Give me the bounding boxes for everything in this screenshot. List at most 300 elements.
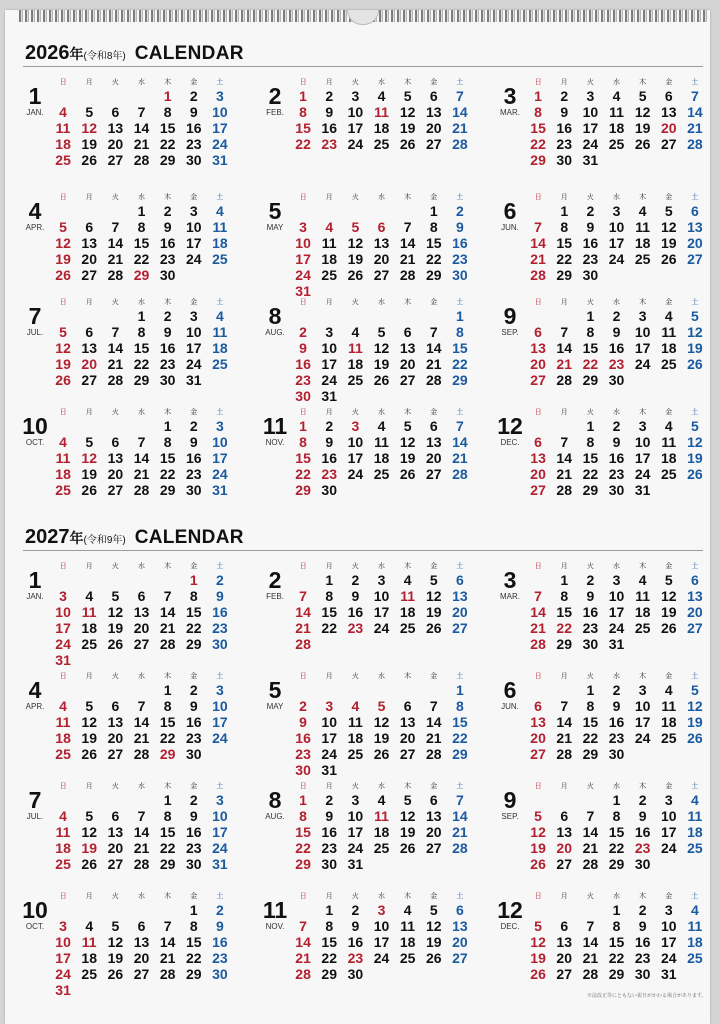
day-cell: 7 <box>560 324 569 340</box>
weekday-header: 水 <box>137 893 145 900</box>
day-cell: 10 <box>212 808 228 824</box>
day-cell: 28 <box>452 466 468 482</box>
month-number: 10 <box>22 897 48 923</box>
day-cell: 19 <box>687 340 703 356</box>
empty-cell <box>102 203 128 219</box>
day-cell: 21 <box>687 120 703 136</box>
day-cell: 10 <box>321 340 337 356</box>
weekday-header: 月 <box>560 563 568 570</box>
day-cell: 11 <box>55 450 71 466</box>
weekday-header: 月 <box>560 673 568 680</box>
day-cell: 20 <box>81 356 97 372</box>
day-cell: 17 <box>321 356 337 372</box>
day-cell: 17 <box>55 620 71 636</box>
day-grid <box>290 892 473 982</box>
weekday-header: 木 <box>164 79 172 86</box>
empty-cell <box>128 682 154 698</box>
day-cell: 7 <box>163 588 172 604</box>
empty-cell <box>368 308 394 324</box>
day-cell: 31 <box>55 652 71 668</box>
weekday-header: 月 <box>85 893 93 900</box>
day-cell: 26 <box>425 620 442 636</box>
day-cell: 8 <box>137 324 146 340</box>
day-cell: 15 <box>452 340 468 356</box>
empty-cell <box>577 792 603 808</box>
day-cell: 3 <box>59 918 67 934</box>
day-cell: 11 <box>687 808 703 824</box>
day-cell: 16 <box>347 604 364 620</box>
day-cell: 1 <box>163 682 172 698</box>
month-block <box>258 562 486 686</box>
day-grid <box>525 562 708 652</box>
day-cell: 17 <box>582 120 599 136</box>
empty-cell <box>50 308 76 324</box>
weekday-header: 金 <box>665 673 673 680</box>
day-cell: 4 <box>85 918 94 934</box>
month-name: SEP. <box>501 328 519 337</box>
day-cell: 10 <box>55 934 71 950</box>
day-cell: 5 <box>691 308 699 324</box>
weekday-header: 金 <box>430 79 438 86</box>
day-cell: 31 <box>608 636 625 652</box>
day-cell: 5 <box>351 219 360 235</box>
day-cell: 19 <box>81 466 97 482</box>
day-cell: 15 <box>185 934 202 950</box>
day-cell: 30 <box>185 746 202 762</box>
day-cell: 1 <box>137 203 146 219</box>
day-cell: 26 <box>55 267 71 283</box>
day-cell: 16 <box>159 235 176 251</box>
day-cell: 24 <box>321 746 337 762</box>
day-cell: 8 <box>586 434 595 450</box>
day-cell: 17 <box>660 824 677 840</box>
day-cell: 27 <box>452 620 468 636</box>
day-cell: 27 <box>452 950 468 966</box>
day-cell: 25 <box>373 840 390 856</box>
weekday-header: 水 <box>612 194 620 201</box>
weekday-header: 金 <box>430 893 438 900</box>
day-cell: 24 <box>55 636 71 652</box>
day-cell: 23 <box>347 950 364 966</box>
day-cell: 26 <box>81 856 97 872</box>
day-cell: 8 <box>299 808 307 824</box>
day-cell: 3 <box>189 308 198 324</box>
day-cell: 9 <box>299 714 307 730</box>
empty-cell <box>551 682 577 698</box>
weekday-header: 日 <box>534 783 542 790</box>
day-cell: 26 <box>399 136 416 152</box>
day-cell: 9 <box>586 588 595 604</box>
day-cell: 4 <box>59 808 67 824</box>
day-cell: 8 <box>163 104 172 120</box>
day-cell: 11 <box>609 104 624 120</box>
day-cell: 11 <box>400 918 416 934</box>
empty-cell <box>76 682 102 698</box>
day-cell: 2 <box>216 572 224 588</box>
day-cell: 5 <box>664 572 673 588</box>
hanger-hook <box>347 10 379 25</box>
empty-cell <box>155 902 181 918</box>
month-name: JAN. <box>26 592 44 601</box>
weekday-header: 火 <box>351 409 359 416</box>
weekday-header: 日 <box>299 893 307 900</box>
day-cell: 1 <box>534 88 542 104</box>
day-cell: 11 <box>635 219 651 235</box>
day-cell: 19 <box>530 950 546 966</box>
empty-cell <box>316 308 342 324</box>
day-cell: 15 <box>321 604 337 620</box>
weekday-header: 日 <box>59 673 67 680</box>
weekday-header: 木 <box>164 893 172 900</box>
weekday-header: 日 <box>299 194 307 201</box>
weekday-header: 水 <box>612 299 620 306</box>
day-cell: 29 <box>556 636 572 652</box>
month-name: MAY <box>266 223 284 232</box>
day-grid <box>50 298 233 388</box>
day-cell: 16 <box>185 120 202 136</box>
weekday-header: 木 <box>164 299 172 306</box>
day-cell: 9 <box>325 434 334 450</box>
day-cell: 1 <box>325 572 334 588</box>
day-cell: 18 <box>55 466 71 482</box>
weekday-header: 日 <box>534 893 542 900</box>
day-cell: 28 <box>133 482 150 498</box>
day-cell: 5 <box>377 324 386 340</box>
day-cell: 27 <box>530 482 546 498</box>
empty-cell <box>525 902 551 918</box>
weekday-header: 日 <box>534 673 542 680</box>
weekday-header: 火 <box>111 893 119 900</box>
day-cell: 29 <box>133 372 150 388</box>
day-cell: 11 <box>374 104 389 120</box>
day-cell: 30 <box>321 482 337 498</box>
day-cell: 16 <box>185 824 202 840</box>
day-cell: 31 <box>185 372 202 388</box>
weekday-header: 火 <box>111 673 119 680</box>
weekday-header: 火 <box>586 299 594 306</box>
weekday-header: 金 <box>190 783 198 790</box>
weekday-header: 水 <box>377 893 385 900</box>
day-cell: 1 <box>586 418 595 434</box>
weekday-header: 水 <box>137 194 145 201</box>
day-cell: 28 <box>452 840 468 856</box>
day-cell: 28 <box>399 267 416 283</box>
month-block <box>493 408 719 532</box>
day-cell: 2 <box>189 418 198 434</box>
day-cell: 20 <box>107 730 124 746</box>
weekday-header: 日 <box>59 194 67 201</box>
weekday-header: 木 <box>404 673 412 680</box>
month-block <box>258 78 486 202</box>
day-cell: 17 <box>212 824 228 840</box>
month-number: 5 <box>268 677 282 703</box>
weekday-header: 火 <box>351 783 359 790</box>
weekday-header: 日 <box>59 783 67 790</box>
day-cell: 31 <box>660 966 677 982</box>
day-cell: 20 <box>133 620 150 636</box>
day-cell: 24 <box>347 840 364 856</box>
day-cell: 29 <box>530 152 546 168</box>
weekday-header: 日 <box>59 299 67 306</box>
day-cell: 1 <box>163 792 172 808</box>
day-cell: 9 <box>586 219 595 235</box>
day-cell: 28 <box>425 372 442 388</box>
day-cell: 21 <box>133 840 150 856</box>
day-cell: 5 <box>638 88 647 104</box>
day-cell: 14 <box>556 450 572 466</box>
day-cell: 12 <box>687 698 703 714</box>
day-cell: 13 <box>81 340 97 356</box>
day-cell: 8 <box>586 324 595 340</box>
empty-cell <box>290 203 316 219</box>
day-cell: 14 <box>687 104 703 120</box>
day-cell: 14 <box>159 604 176 620</box>
weekday-header: 木 <box>164 409 172 416</box>
empty-cell <box>395 203 421 219</box>
day-grid <box>525 782 708 872</box>
day-cell: 16 <box>295 730 311 746</box>
day-cell: 21 <box>556 466 572 482</box>
day-cell: 12 <box>687 434 703 450</box>
day-cell: 10 <box>295 235 311 251</box>
day-cell: 1 <box>189 572 198 588</box>
day-cell: 17 <box>321 730 337 746</box>
day-cell: 1 <box>137 308 146 324</box>
day-cell: 6 <box>456 902 464 918</box>
day-cell: 4 <box>403 902 412 918</box>
day-grid <box>525 408 708 498</box>
weekday-header: 月 <box>325 673 333 680</box>
weekday-header: 月 <box>560 893 568 900</box>
day-cell: 18 <box>608 120 625 136</box>
empty-cell <box>368 682 394 698</box>
day-cell: 6 <box>111 698 120 714</box>
day-cell: 29 <box>159 482 176 498</box>
day-cell: 15 <box>159 824 176 840</box>
day-cell: 4 <box>691 902 699 918</box>
day-cell: 4 <box>612 88 621 104</box>
day-cell: 17 <box>634 340 651 356</box>
day-cell: 30 <box>159 372 176 388</box>
day-cell: 8 <box>163 698 172 714</box>
day-cell: 2 <box>612 418 621 434</box>
empty-cell <box>368 203 394 219</box>
empty-cell <box>50 572 76 588</box>
day-cell: 30 <box>347 966 364 982</box>
day-cell: 14 <box>107 340 124 356</box>
day-cell: 15 <box>133 235 150 251</box>
day-cell: 27 <box>530 372 546 388</box>
weekday-header: 土 <box>216 563 224 570</box>
weekday-header: 水 <box>612 79 620 86</box>
day-cell: 7 <box>534 219 542 235</box>
weekday-header: 月 <box>325 409 333 416</box>
day-cell: 8 <box>534 104 542 120</box>
weekday-header: 木 <box>404 563 412 570</box>
weekday-header: 月 <box>560 783 568 790</box>
day-cell: 16 <box>608 714 625 730</box>
day-cell: 2 <box>216 902 224 918</box>
weekday-header: 金 <box>665 299 673 306</box>
day-cell: 12 <box>530 824 546 840</box>
day-cell: 15 <box>133 340 150 356</box>
day-cell: 18 <box>347 356 364 372</box>
day-cell: 2 <box>189 682 198 698</box>
day-cell: 1 <box>456 682 464 698</box>
weekday-header: 木 <box>164 673 172 680</box>
day-cell: 31 <box>212 856 228 872</box>
day-cell: 10 <box>185 219 202 235</box>
day-cell: 13 <box>660 104 677 120</box>
day-cell: 24 <box>347 466 364 482</box>
empty-cell <box>128 792 154 808</box>
weekday-header: 火 <box>586 563 594 570</box>
day-cell: 25 <box>399 620 416 636</box>
day-cell: 11 <box>81 934 97 950</box>
day-cell: 16 <box>582 604 599 620</box>
weekday-header: 木 <box>404 299 412 306</box>
day-cell: 7 <box>111 219 120 235</box>
day-cell: 28 <box>530 636 546 652</box>
day-cell: 24 <box>582 136 599 152</box>
day-cell: 12 <box>425 918 442 934</box>
day-cell: 29 <box>582 372 599 388</box>
day-grid <box>290 298 473 404</box>
day-cell: 17 <box>212 120 228 136</box>
day-cell: 5 <box>691 418 699 434</box>
day-cell: 26 <box>107 636 124 652</box>
weekday-header: 月 <box>325 893 333 900</box>
weekday-header: 月 <box>560 79 568 86</box>
weekday-header: 土 <box>691 194 699 201</box>
month-name: JUN. <box>501 223 519 232</box>
day-cell: 10 <box>582 104 599 120</box>
day-cell: 12 <box>81 714 97 730</box>
weekday-header: 木 <box>639 893 647 900</box>
month-number: 11 <box>262 897 288 923</box>
day-cell: 13 <box>687 588 703 604</box>
month-number: 9 <box>503 303 517 329</box>
day-cell: 19 <box>660 604 677 620</box>
day-cell: 20 <box>107 840 124 856</box>
day-cell: 21 <box>425 730 442 746</box>
day-cell: 21 <box>159 620 176 636</box>
day-cell: 19 <box>373 730 390 746</box>
day-cell: 4 <box>59 434 67 450</box>
day-cell: 21 <box>556 730 572 746</box>
day-cell: 4 <box>59 104 67 120</box>
day-cell: 9 <box>189 698 198 714</box>
day-grid <box>50 672 233 762</box>
day-cell: 18 <box>634 604 651 620</box>
day-cell: 28 <box>295 636 311 652</box>
day-cell: 7 <box>111 324 120 340</box>
calendar-sheet <box>5 10 710 1024</box>
day-cell: 14 <box>159 934 176 950</box>
day-cell: 2 <box>189 88 198 104</box>
day-cell: 5 <box>691 682 699 698</box>
day-cell: 9 <box>612 698 621 714</box>
day-cell: 19 <box>81 136 97 152</box>
day-cell: 16 <box>452 235 468 251</box>
day-cell: 24 <box>373 950 390 966</box>
day-cell: 23 <box>212 620 228 636</box>
day-cell: 18 <box>347 730 364 746</box>
day-cell: 15 <box>159 450 176 466</box>
day-cell: 12 <box>660 219 677 235</box>
day-cell: 4 <box>351 698 360 714</box>
month-number: 9 <box>503 787 517 813</box>
weekday-header: 土 <box>216 194 224 201</box>
weekday-header: 日 <box>299 783 307 790</box>
day-cell: 19 <box>347 251 364 267</box>
day-cell: 25 <box>81 966 97 982</box>
weekday-header: 金 <box>430 409 438 416</box>
day-cell: 2 <box>638 902 647 918</box>
day-cell: 29 <box>452 372 468 388</box>
day-cell: 1 <box>586 682 595 698</box>
weekday-header: 日 <box>299 673 307 680</box>
day-cell: 10 <box>347 808 364 824</box>
day-cell: 5 <box>59 219 67 235</box>
weekday-header: 土 <box>216 893 224 900</box>
day-cell: 6 <box>534 434 542 450</box>
day-cell: 8 <box>137 219 146 235</box>
day-cell: 21 <box>133 730 150 746</box>
day-cell: 5 <box>85 808 94 824</box>
day-cell: 12 <box>55 340 71 356</box>
weekday-header: 金 <box>190 893 198 900</box>
day-cell: 28 <box>295 966 311 982</box>
day-cell: 25 <box>55 152 71 168</box>
weekday-header: 土 <box>691 409 699 416</box>
day-cell: 24 <box>212 136 228 152</box>
day-cell: 3 <box>325 324 334 340</box>
day-cell: 3 <box>351 88 360 104</box>
day-grid <box>290 782 473 872</box>
day-cell: 24 <box>347 136 364 152</box>
weekday-header: 木 <box>639 409 647 416</box>
day-cell: 12 <box>425 588 442 604</box>
day-cell: 25 <box>660 730 677 746</box>
month-number: 8 <box>268 787 282 813</box>
day-cell: 16 <box>608 450 625 466</box>
day-cell: 25 <box>212 356 228 372</box>
day-cell: 9 <box>189 434 198 450</box>
day-cell: 8 <box>163 808 172 824</box>
day-cell: 3 <box>377 572 386 588</box>
day-cell: 29 <box>582 746 599 762</box>
day-cell: 1 <box>560 572 569 588</box>
day-cell: 10 <box>321 714 337 730</box>
day-cell: 12 <box>399 808 416 824</box>
day-cell: 7 <box>429 698 438 714</box>
day-cell: 20 <box>425 120 442 136</box>
weekday-header: 土 <box>456 79 464 86</box>
weekday-header: 木 <box>639 194 647 201</box>
day-cell: 4 <box>638 572 647 588</box>
weekday-header: 金 <box>665 893 673 900</box>
weekday-header: 日 <box>299 79 307 86</box>
weekday-header: 水 <box>137 783 145 790</box>
weekday-header: 土 <box>216 299 224 306</box>
weekday-header: 水 <box>377 299 385 306</box>
weekday-header: 火 <box>586 893 594 900</box>
day-cell: 12 <box>399 434 416 450</box>
empty-cell <box>525 418 551 434</box>
empty-cell <box>155 572 181 588</box>
weekday-header: 金 <box>190 563 198 570</box>
